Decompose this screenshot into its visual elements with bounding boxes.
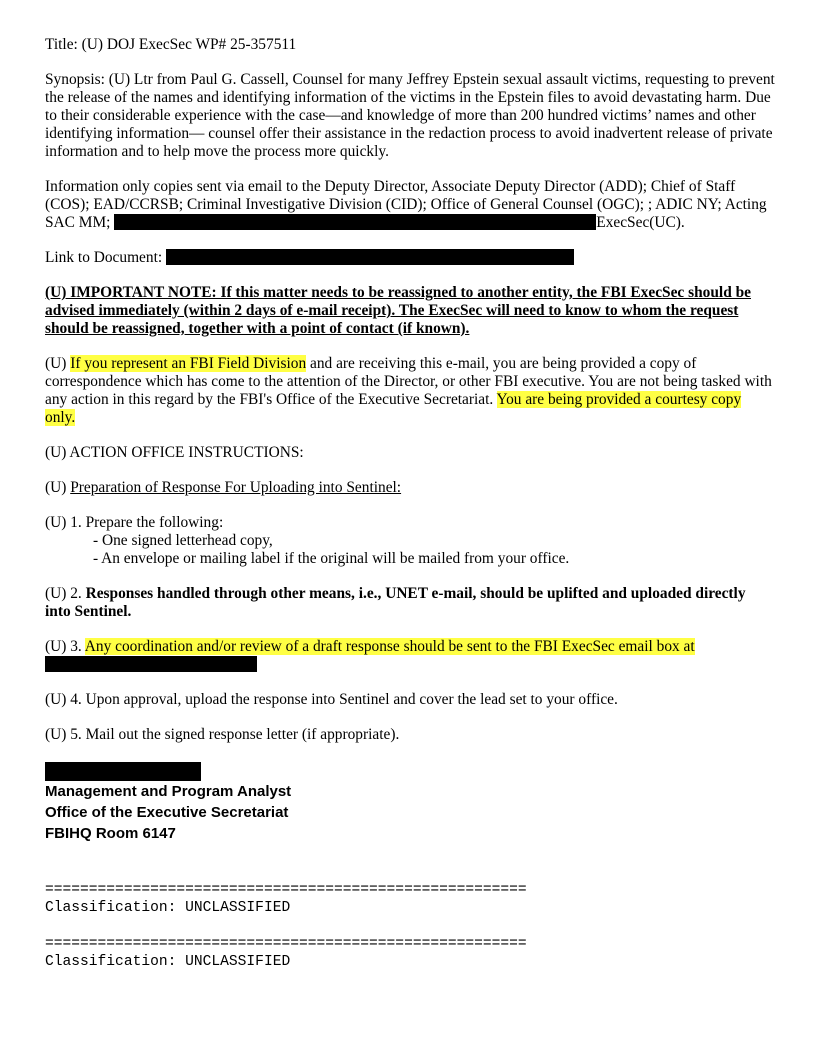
preparation-prefix: (U) — [45, 479, 71, 496]
info-copies-text: Information only copies sent via email to the Deputy Director, Associate Deputy Director (ADD); Chief of Staff (COS); EAD/CCRSB; Criminal Investigative Division (CID); Office of General Counsel (OGC); ; ADIC NY; Acting SAC MM; — [45, 178, 767, 231]
step-1-list — [93, 532, 775, 568]
courtesy-copy-highlight: You are being provided a courtesy copy only. — [45, 391, 742, 426]
preparation-underlined: Preparation of Response For Uploading into Sentinel: — [70, 479, 402, 496]
document-title: Title: (U) DOJ ExecSec WP# 25-357511 — [45, 36, 297, 53]
field-division-highlight: If you represent an FBI Field Division — [70, 355, 307, 372]
step-2-bold: Responses handled through other means, i.e., UNET e-mail, should be uplifted and uploaded directly into Sentinel. — [45, 585, 746, 620]
signature-room: FBIHQ Room 6147 — [45, 825, 176, 842]
step-2 — [45, 585, 775, 621]
document-body — [45, 36, 775, 971]
classification-block — [45, 881, 775, 917]
step-2-prefix: (U) 2. — [45, 585, 86, 602]
redacted-link — [166, 249, 574, 265]
signature-block — [45, 762, 775, 844]
step-5: (U) 5. Mail out the signed response letter (if appropriate). — [45, 726, 400, 743]
field-division-prefix: (U) — [45, 355, 71, 372]
important-note: (U) IMPORTANT NOTE: If this matter needs to be reassigned to another entity, the FBI ExecSec should be advised immediately (within 2 days of e-mail receipt). The ExecSec will need to know to whom the request should be reassigned, together with a point of contact (if known). — [45, 284, 751, 337]
signature-office: Office of the Executive Secretariat — [45, 804, 289, 821]
action-office-header: (U) ACTION OFFICE INSTRUCTIONS: — [45, 444, 304, 461]
step-3-prefix: (U) 3. — [45, 638, 85, 655]
preparation-heading — [45, 479, 775, 497]
list-item: - One signed letterhead copy, — [93, 532, 273, 549]
classification-rule: ======================================================= — [45, 882, 527, 898]
info-copies-paragraph — [45, 178, 775, 232]
signature-role: Management and Program Analyst — [45, 783, 292, 800]
info-copies-suffix: ExecSec(UC). — [596, 214, 685, 231]
synopsis-paragraph: Synopsis: (U) Ltr from Paul G. Cassell, Counsel for many Jeffrey Epstein sexual assault victims, requesting to prevent the release of the names and identifying information of the victims in the Epstein files to avoid devastating harm. Due to their considerable experience with the case—and knowledge of more than 200 hundred victims’ names and other identifying information— counsel offer their assistance in the redaction process to avoid inadvertent release of private information and to help move the process more quickly. — [45, 71, 775, 160]
step-1: (U) 1. Prepare the following: — [45, 514, 224, 531]
redacted-name — [45, 762, 201, 781]
classification-label: Classification: UNCLASSIFIED — [45, 900, 291, 916]
redacted-email — [45, 656, 257, 672]
step-3 — [45, 638, 775, 674]
classification-block — [45, 935, 775, 971]
step-3-highlight: Any coordination and/or review of a draft response should be sent to the FBI ExecSec email box at — [84, 638, 695, 655]
list-item: - An envelope or mailing label if the original will be mailed from your office. — [93, 550, 570, 567]
link-paragraph — [45, 249, 775, 267]
step-4: (U) 4. Upon approval, upload the response into Sentinel and cover the lead set to your office. — [45, 691, 618, 708]
classification-rule: ======================================================= — [45, 936, 527, 952]
field-division-text: and are receiving this e-mail, you are being provided a copy of correspondence which has come to the attention of the Director, or other FBI executive. You are not being tasked with any action in this regard by the FBI's Office of the Executive Secretariat. — [45, 355, 772, 408]
link-label: Link to Document: — [45, 249, 163, 266]
redaction-bar — [114, 214, 596, 230]
classification-label: Classification: UNCLASSIFIED — [45, 954, 291, 970]
field-division-paragraph — [45, 355, 775, 427]
